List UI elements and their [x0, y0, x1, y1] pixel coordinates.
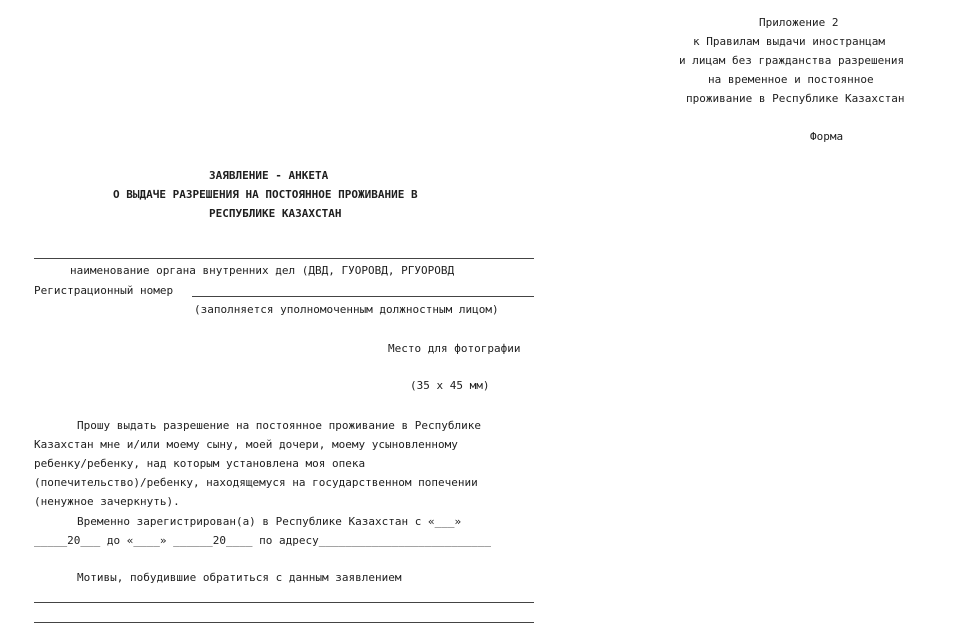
request-line-1: Прошу выдать разрешение на постоянное проживание в Республике: [77, 419, 481, 432]
title-line-1: ЗАЯВЛЕНИЕ - АНКЕТА: [209, 169, 329, 182]
authority-name-underline[interactable]: [34, 258, 534, 259]
authority-caption: наименование органа внутренних дел (ДВД, ГУОРОВД, РГУОРОВД: [70, 264, 455, 277]
form-label: Форма: [810, 130, 844, 143]
photo-size: (35 х 45 мм): [410, 379, 490, 392]
motives-line-1[interactable]: [34, 602, 534, 603]
request-line-5: (ненужное зачеркнуть).: [34, 495, 180, 508]
request-line-2: Казахстан мне и/или моему сыну, моей дочери, моему усыновленному: [34, 438, 458, 451]
photo-label: Место для фотографии: [388, 342, 521, 355]
request-line-4: (попечительство)/ребенку, находящемуся на государственном попечении: [34, 476, 478, 489]
appendix-line-5: проживание в Республике Казахстан: [686, 92, 905, 105]
request-line-3: ребенку/ребенку, над которым установлена моя опека: [34, 457, 366, 470]
motives-label: Мотивы, побудившие обратиться с данным заявлением: [77, 571, 402, 584]
reg-number-note: (заполняется уполномоченным должностным лицом): [194, 303, 499, 316]
reg-number-label: Регистрационный номер: [34, 284, 174, 297]
appendix-line-1: Приложение 2: [759, 16, 839, 29]
appendix-line-2: к Правилам выдачи иностранцам: [693, 35, 886, 48]
motives-line-2[interactable]: [34, 622, 534, 623]
temp-registration-line-1: Временно зарегистрирован(а) в Республике Казахстан с «___»: [77, 515, 462, 528]
appendix-line-3: и лицам без гражданства разрешения: [679, 54, 905, 67]
title-line-3: РЕСПУБЛИКЕ КАЗАХСТАН: [209, 207, 342, 220]
reg-number-field[interactable]: [192, 296, 534, 297]
appendix-line-4: на временное и постоянное: [708, 73, 874, 86]
title-line-2: О ВЫДАЧЕ РАЗРЕШЕНИЯ НА ПОСТОЯННОЕ ПРОЖИВАНИЕ В: [113, 188, 418, 201]
temp-registration-line-2[interactable]: _____20___ до «____» ______20____ по адресу__________________________: [34, 534, 491, 547]
